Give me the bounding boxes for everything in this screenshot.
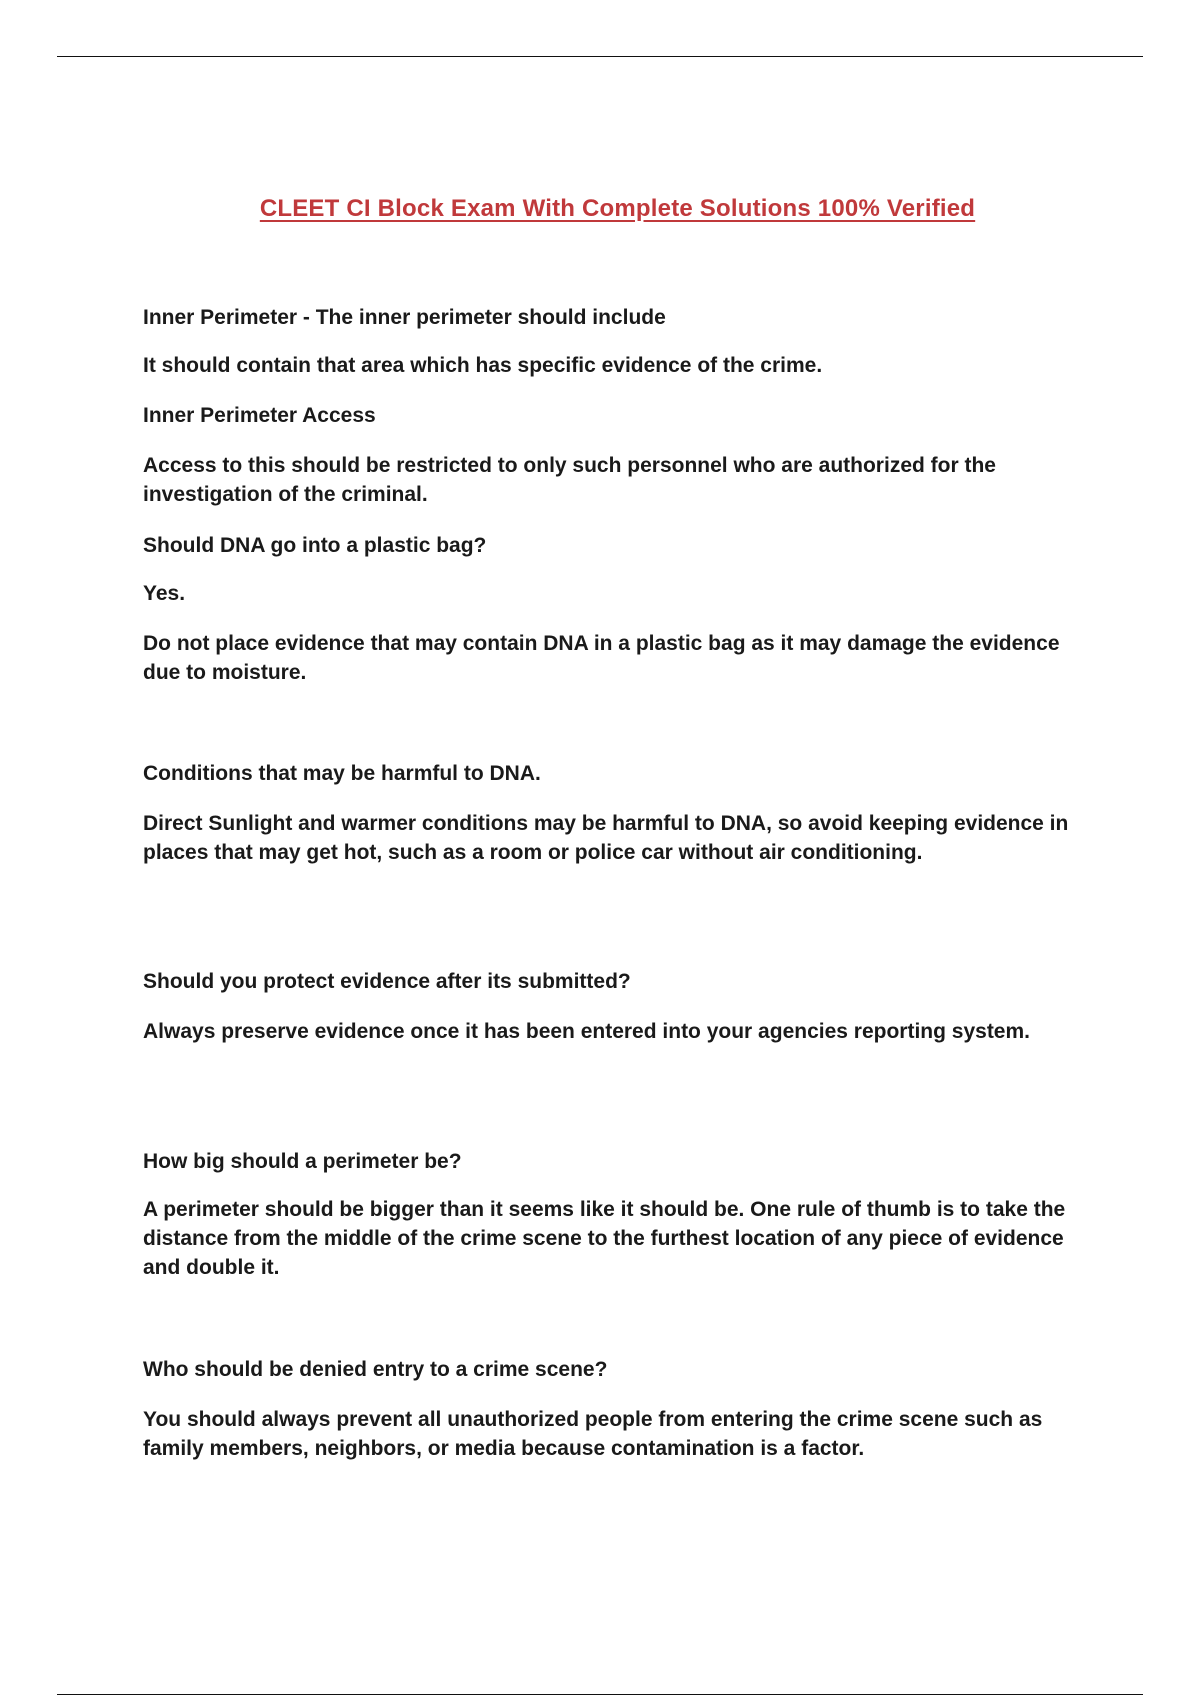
paragraph-answer-3-detail: Do not place evidence that may contain DNA in a plastic bag as it may damage the evidence due to moisture.	[143, 632, 1060, 684]
bottom-divider	[57, 1694, 1143, 1695]
paragraph-question-7: Who should be denied entry to a crime scene?	[143, 1358, 608, 1381]
paragraph-answer-5: Always preserve evidence once it has been entered into your agencies reporting system.	[143, 1020, 1030, 1043]
paragraph-question-6: How big should a perimeter be?	[143, 1150, 462, 1173]
paragraph-answer-7: You should always prevent all unauthorized people from entering the crime scene such as family members, neighbors, or media because contamination is a factor.	[143, 1408, 1043, 1460]
top-divider	[57, 56, 1143, 57]
paragraph-question-1: Inner Perimeter - The inner perimeter should include	[143, 306, 666, 329]
paragraph-question-2: Inner Perimeter Access	[143, 404, 376, 427]
paragraph-answer-1: It should contain that area which has specific evidence of the crime.	[143, 354, 823, 377]
paragraph-answer-6: A perimeter should be bigger than it seems like it should be. One rule of thumb is to take the distance from the middle of the crime scene to the furthest location of any piece of evidence and double it.	[143, 1198, 1066, 1279]
paragraph-answer-4: Direct Sunlight and warmer conditions may be harmful to DNA, so avoid keeping evidence in places that may get hot, such as a room or police car without air conditioning.	[143, 812, 1069, 864]
document-title: CLEET CI Block Exam With Complete Solutions 100% Verified	[259, 195, 976, 222]
paragraph-question-5: Should you protect evidence after its submitted?	[143, 970, 631, 993]
paragraph-question-3: Should DNA go into a plastic bag?	[143, 534, 487, 557]
paragraph-answer-2: Access to this should be restricted to only such personnel who are authorized for the investigation of the criminal.	[143, 454, 996, 506]
paragraph-question-4: Conditions that may be harmful to DNA.	[143, 762, 541, 785]
paragraph-answer-3: Yes.	[143, 582, 186, 605]
